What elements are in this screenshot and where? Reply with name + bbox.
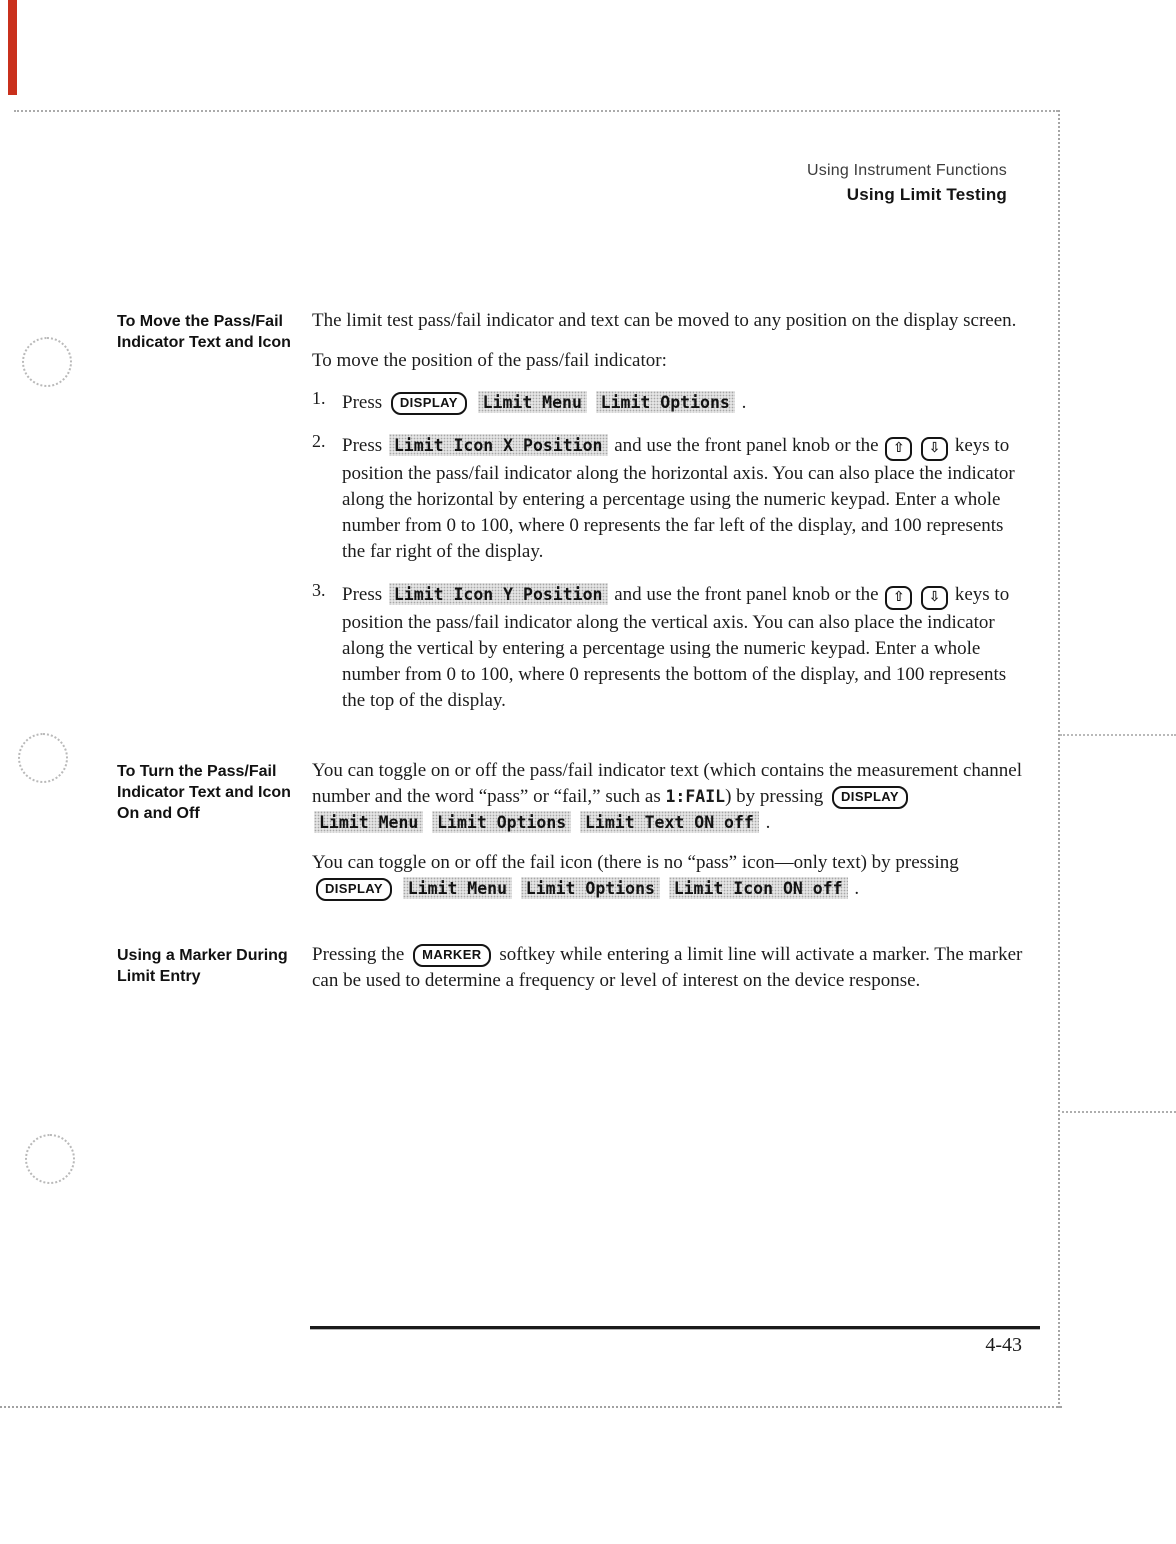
softkey-label: Limit Options: [596, 391, 735, 413]
body-text: keys to position the pass/fail indicator along the vertical axis. You can also place the indicator along the vertical by entering a percentage using the numeric keypad. Enter a whole number from 0 to 100, where 0 represents the bottom of the display, and 100 represents the top of the display.: [342, 584, 1010, 711]
numbered-steps: [312, 390, 1024, 714]
softkey-label: Limit Menu: [403, 877, 512, 899]
down-arrow-key-icon: ⇩: [921, 586, 948, 610]
softkey-label: Limit Menu: [314, 811, 423, 833]
scan-edge-stub-1: [1060, 734, 1176, 736]
softkey-label: Limit Text ON off: [580, 811, 759, 833]
softkey-label: Limit Options: [521, 877, 660, 899]
scan-edge-top: [14, 110, 1058, 112]
softkey-label: Limit Icon Y Position: [389, 583, 608, 605]
body-text: You can toggle on or off the pass/fail indicator text (which contains the measurement channel number and the word “pass” or “fail,” such as: [312, 760, 1023, 807]
punch-hole-3: [25, 1134, 75, 1184]
step-3: [312, 582, 1024, 714]
display-keycap: DISPLAY: [832, 786, 908, 809]
punch-hole-2: [18, 733, 68, 783]
footer-rule: [310, 1326, 1040, 1329]
paragraph: To move the position of the pass/fail indicator:: [312, 350, 667, 371]
step-2: [312, 433, 1024, 565]
up-arrow-key-icon: ⇧: [885, 586, 912, 610]
body-text: and use the front panel knob or the: [614, 435, 879, 456]
section-move-indicator: [117, 308, 1027, 731]
display-keycap: DISPLAY: [316, 878, 392, 901]
body-text: Pressing the: [312, 944, 405, 965]
step-text: [342, 433, 1024, 565]
page-number: 4-43: [985, 1334, 1022, 1356]
step-1: [312, 390, 1024, 416]
body-text: softkey while entering a limit line will activate a marker. The marker can be used to determine a frequency or level of interest on the device response.: [312, 944, 1023, 991]
step-number: 2.: [312, 431, 326, 451]
body-text: Press: [342, 584, 383, 605]
display-keycap: DISPLAY: [391, 392, 467, 415]
step-text: [342, 582, 1024, 714]
step-text: [342, 390, 1024, 416]
scan-edge-right: [1058, 110, 1060, 1408]
side-heading: Using a Marker During Limit Entry: [117, 947, 288, 985]
body-text: Press: [342, 392, 383, 413]
body-text: keys to position the pass/fail indicator along the horizontal axis. You can also place the indicator along the horizontal by entering a percentage using the numeric keypad. Enter a whole number from 0 to 100, where 0 represents the far left of the display, and 100 represents the far right of the display.: [342, 435, 1015, 562]
section-body: [312, 308, 1024, 731]
section-title: Using Limit Testing: [846, 185, 1007, 204]
scan-edge-stub-2: [1062, 1111, 1176, 1113]
body-text: .: [765, 812, 771, 833]
punch-hole-1: [22, 337, 72, 387]
body-text: Press: [342, 435, 383, 456]
marker-keycap: MARKER: [413, 944, 490, 967]
section-body: [312, 758, 1024, 916]
paragraph: The limit test pass/fail indicator and text can be moved to any position on the display screen.: [312, 310, 1017, 331]
softkey-label: Limit Options: [432, 811, 571, 833]
inline-code: 1:FAIL: [665, 787, 726, 806]
step-number: 1.: [312, 388, 326, 408]
binder-accent-stripe: [8, 0, 17, 95]
paragraph: [312, 758, 1024, 836]
page-body: [117, 308, 1027, 1008]
scan-edge-bottom: [0, 1406, 1062, 1408]
step-number: 3.: [312, 580, 326, 600]
side-heading: To Move the Pass/Fail Indicator Text and Icon: [117, 313, 291, 351]
running-header: [807, 162, 1007, 205]
body-text: ) by pressing: [725, 786, 824, 807]
side-heading: To Turn the Pass/Fail Indicator Text and Icon On and Off: [117, 763, 291, 822]
body-text: .: [854, 878, 860, 899]
chapter-title: Using Instrument Functions: [807, 162, 1007, 179]
softkey-label: Limit Icon ON off: [669, 877, 848, 899]
up-arrow-key-icon: ⇧: [885, 437, 912, 461]
section-toggle-indicator: [117, 758, 1027, 916]
body-text: .: [741, 392, 747, 413]
softkey-label: Limit Menu: [478, 391, 587, 413]
down-arrow-key-icon: ⇩: [921, 437, 948, 461]
paragraph: [312, 942, 1024, 994]
section-marker-during-entry: [117, 942, 1027, 1008]
body-text: and use the front panel knob or the: [614, 584, 879, 605]
softkey-label: Limit Icon X Position: [389, 434, 608, 456]
body-text: You can toggle on or off the fail icon (there is no “pass” icon—only text) by pressing: [312, 852, 959, 873]
paragraph: [312, 850, 1024, 902]
section-body: [312, 942, 1024, 1008]
